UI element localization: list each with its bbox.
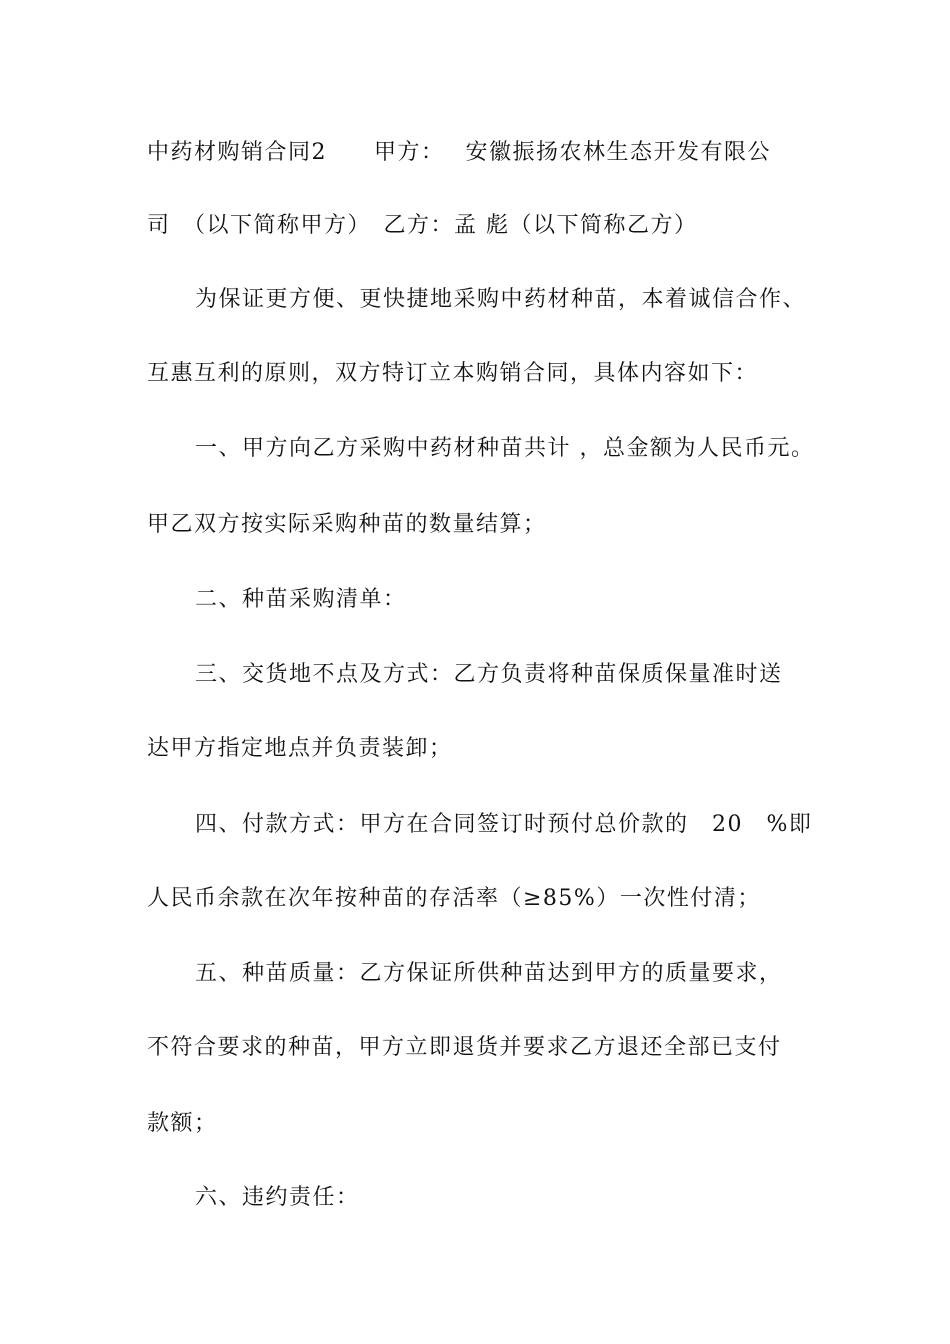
- document-line: 甲乙双方按实际采购种苗的数量结算；: [147, 512, 547, 537]
- document-line: 不符合要求的种苗，甲方立即退货并要求乙方退还全部已支付: [147, 1035, 782, 1060]
- document-line: 四、付款方式：甲方在合同签订时预付总价款的 20 %即: [195, 812, 813, 837]
- document-line: 五、种苗质量：乙方保证所供种苗达到甲方的质量要求，: [195, 961, 783, 986]
- document-line: 司 （以下简称甲方） 乙方：孟 彪（以下简称乙方）: [147, 213, 698, 238]
- document-line: 六、违约责任：: [195, 1185, 360, 1210]
- document-line: 为保证更方便、更快捷地采购中药材种苗，本着诚信合作、: [195, 287, 807, 312]
- document-line: 达甲方指定地点并负责装卸；: [147, 736, 453, 761]
- document-line: 一、甲方向乙方采购中药材种苗共计 ，总金额为人民币元。: [195, 436, 815, 461]
- document-line: 中药材购销合同2 甲方： 安徽振扬农林生态开发有限公: [147, 140, 771, 165]
- document-line: 三、交货地不点及方式：乙方负责将种苗保质保量准时送: [195, 662, 783, 687]
- document-line: 二、种苗采购清单：: [195, 587, 407, 612]
- document-line: 互惠互利的原则，双方特订立本购销合同，具体内容如下：: [147, 361, 759, 386]
- document-line: 人民币余款在次年按种苗的存活率（≥85%）一次性付清；: [147, 886, 761, 911]
- document-line: 款额；: [147, 1111, 218, 1136]
